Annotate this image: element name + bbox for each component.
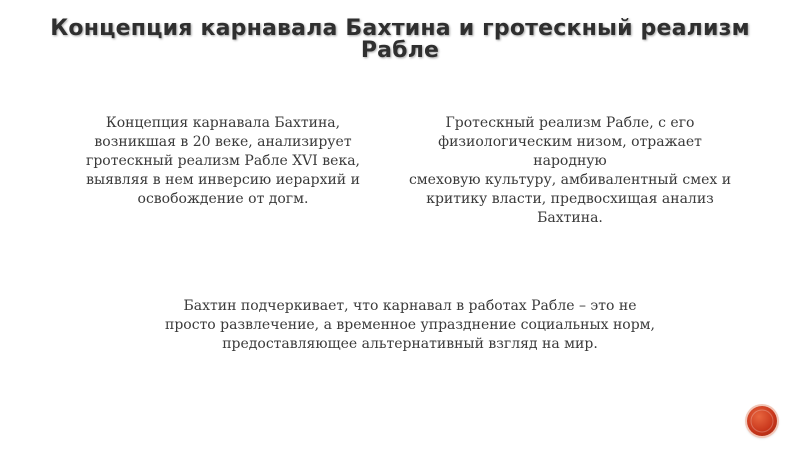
slide-title: Концепция карнавала Бахтина и гротескный реализм Рабле — [50, 16, 750, 63]
next-slide-button[interactable] — [747, 406, 777, 436]
bottom-text: Бахтин подчеркивает, что карнавал в работах Рабле – это не просто развлечение, а временное упразднение социальных норм, предоставляющее альтернативный взгляд на мир. — [165, 298, 655, 352]
right-column-text: Гротескный реализм Рабле, с его физиологическим низом, отражает народную смеховую культуру, амбивалентный смех и критику власти, предвосхищая анализ Бахтина. — [408, 115, 732, 226]
next-slide-icon — [747, 406, 777, 436]
left-column-text: Концепция карнавала Бахтина, возникшая в 20 веке, анализирует гротескный реализм Рабле XVI века, выявляя в нем инверсию иерархий и освобождение от догм. — [86, 115, 360, 207]
